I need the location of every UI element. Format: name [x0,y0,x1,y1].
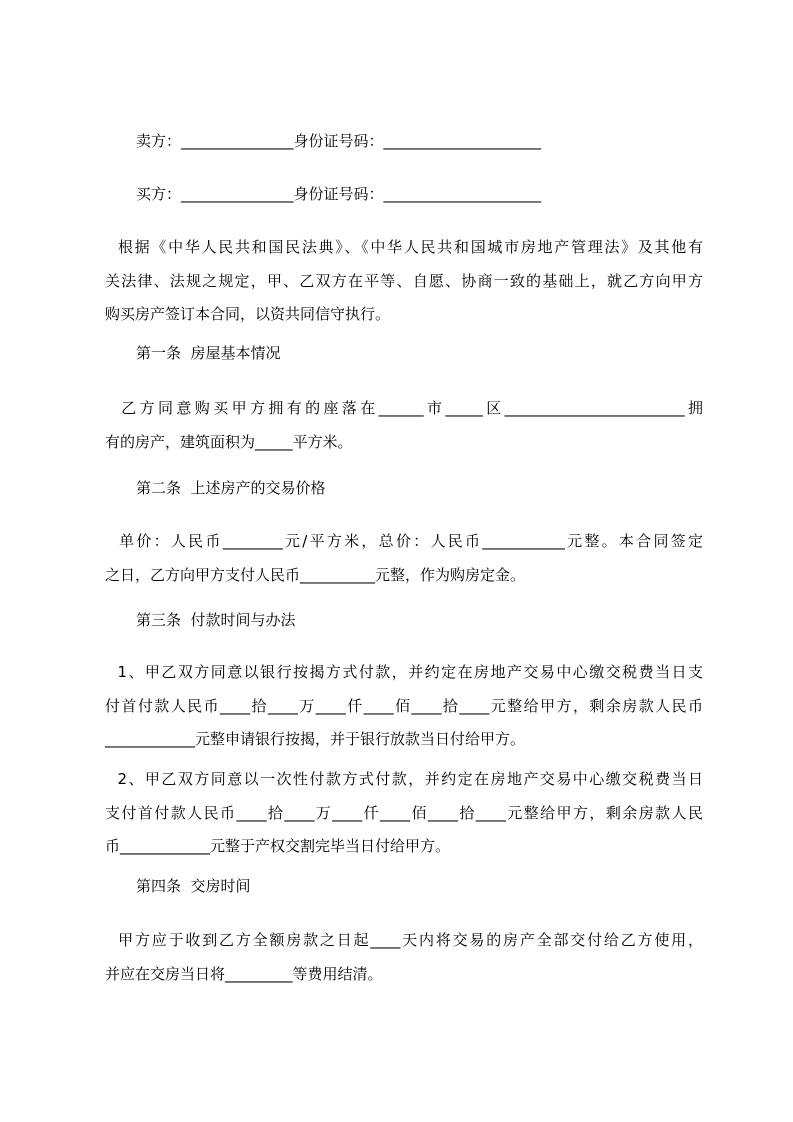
article4-line: 并应在交房当日将_________等费用结清。 [105,964,383,983]
article1-line: 乙方同意购买甲方拥有的座落在______市_____区________________________拥 [105,399,703,417]
article2-line: 之日，乙方向甲方支付人民币__________元整，作为购房定金。 [105,565,526,584]
article2-paragraph [105,531,703,585]
preamble-line: 关法律、法规之规定，甲、乙双方在平等、自愿、协商一致的基础上，就乙方向甲方 [105,271,703,290]
buyer-line: 买方：_______________身份证号码：_____________________ [136,185,542,203]
clause1-line: ____________元整申请银行按揭，并于银行放款当日付给甲方。 [105,730,526,748]
clause2-line: 支付首付款人民币____拾____万____仟____佰____拾____元整给甲方，剩余房款人民 [105,803,703,822]
article4-title: 第四条 交房时间 [136,877,251,895]
article1-paragraph [105,398,703,452]
article4-line: 甲方应于收到乙方全额房款之日起____天内将交易的房产全部交付给乙方使用， [105,931,703,949]
article3-clause2 [105,769,703,856]
article2-line: 单价：人民币________元/平方米，总价：人民币___________元整。本合同签定 [105,532,703,550]
seller-line: 卖方：_______________身份证号码：_____________________ [136,132,542,150]
article1-title: 第一条 房屋基本情况 [136,344,281,362]
clause1-line: 付首付款人民币____拾____万____仟____佰____拾____元整给甲方，剩余房款人民币 [105,696,703,715]
preamble-line: 购买房产签订本合同，以资共同信守执行。 [105,305,391,323]
clause1-line: 1、甲乙双方同意以银行按揭方式付款，并约定在房地产交易中心缴交税费当日支 [105,663,703,681]
preamble-paragraph [105,237,703,324]
article3-clause1 [105,662,703,749]
preamble-line: 根据《中华人民共和国民法典》、《中华人民共和国城市房地产管理法》及其他有 [105,238,703,256]
article2-title: 第二条 上述房产的交易价格 [136,479,326,497]
article3-title: 第三条 付款时间与办法 [136,611,296,629]
article4-paragraph [105,930,703,984]
clause2-line: 2、甲乙双方同意以一次性付款方式付款，并约定在房地产交易中心缴交税费当日 [105,770,703,788]
clause2-line: 币____________元整于产权交割完毕当日付给甲方。 [105,837,451,855]
article1-line: 有的房产，建筑面积为_____平方米。 [105,432,353,451]
